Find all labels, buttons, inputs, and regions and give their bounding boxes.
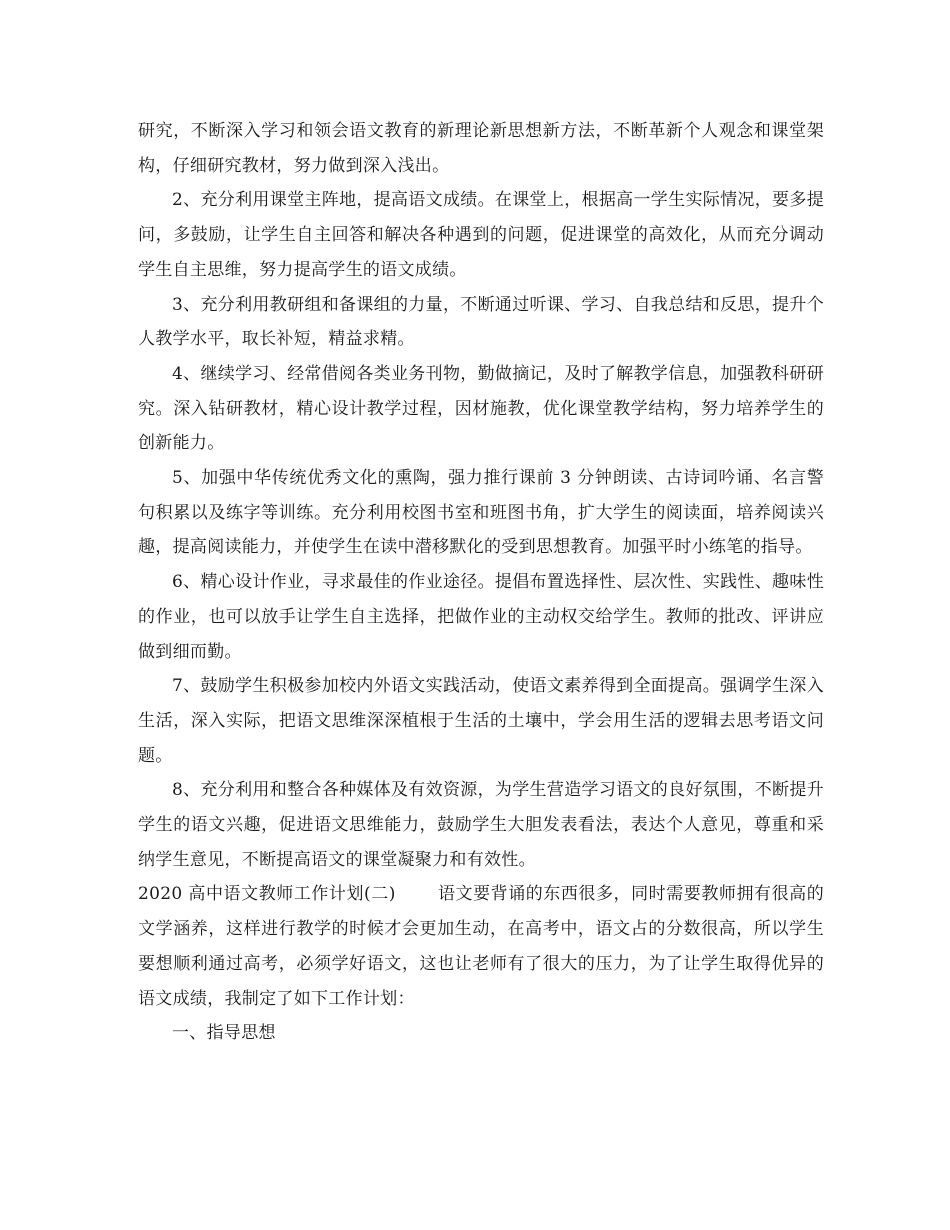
paragraph-item-8: 8、充分利用和整合各种媒体及有效资源，为学生营造学习语文的良好氛围，不断提升学生的语文兴趣，促进语文思维能力，鼓励学生大胆发表看法，表达个人意见，尊重和采纳学生意见，不断提高语文的课堂凝聚力和有效性。 (138, 780, 824, 870)
paragraph-item-2: 2、充分利用课堂主阵地，提高语文成绩。在课堂上，根据高一学生实际情况，要多提问，多鼓励，让学生自主回答和解决各种遇到的问题，促进课堂的高效化，从而充分调动学生自主思维，努力提高学生的语文成绩。 (138, 190, 824, 280)
paragraph-item-3: 3、充分利用教研组和备课组的力量，不断通过听课、学习、自我总结和反思，提升个人教学水平，取长补短，精益求精。 (138, 294, 824, 350)
second-plan-paragraph (138, 877, 824, 1016)
second-plan-intro: 语文要背诵的东西很多，同时需要教师拥有很高的文学涵养，这样进行教学的时候才会更加生动，在高考中，语文占的分数很高，所以学生要想顺利通过高考，必须学好语文，这也让老师有了很大的压力，为了让学生取得优异的语文成绩，我制定了如下工作计划： (138, 884, 824, 1009)
document-body (138, 114, 824, 1051)
paragraph-item-5: 5、加强中华传统优秀文化的熏陶，强力推行课前 3 分钟朗读、古诗词吟诵、名言警句积累以及练字等训练。充分利用校图书室和班图书角，扩大学生的阅读面，培养阅读兴趣，提高阅读能力，并使学生在读中潜移默化的受到思想教育。加强平时小练笔的指导。 (138, 468, 824, 558)
paragraph-item-6: 6、精心设计作业，寻求最佳的作业途径。提倡布置选择性、层次性、实践性、趣味性的作业，也可以放手让学生自主选择，把做作业的主动权交给学生。教师的批改、评讲应做到细而勤。 (138, 572, 824, 662)
paragraph-item-4: 4、继续学习、经常借阅各类业务刊物，勤做摘记，及时了解教学信息，加强教科研研究。深入钻研教材，精心设计教学过程，因材施教，优化课堂教学结构，努力培养学生的创新能力。 (138, 363, 824, 454)
section-heading-guiding-ideology: 一、指导思想 (172, 1023, 276, 1044)
paragraph-research: 研究，不断深入学习和领会语文教育的新理论新思想新方法，不断革新个人观念和课堂架构，仔细研究教材，努力做到深入浅出。 (138, 121, 824, 176)
paragraph-item-7: 7、鼓励学生积极参加校内外语文实践活动，使语文素养得到全面提高。强调学生深入生活，深入实际，把语文思维深深植根于生活的土壤中，学会用生活的逻辑去思考语文问题。 (138, 676, 824, 766)
second-plan-title: 2020 高中语文教师工作计划(二) (138, 884, 396, 905)
